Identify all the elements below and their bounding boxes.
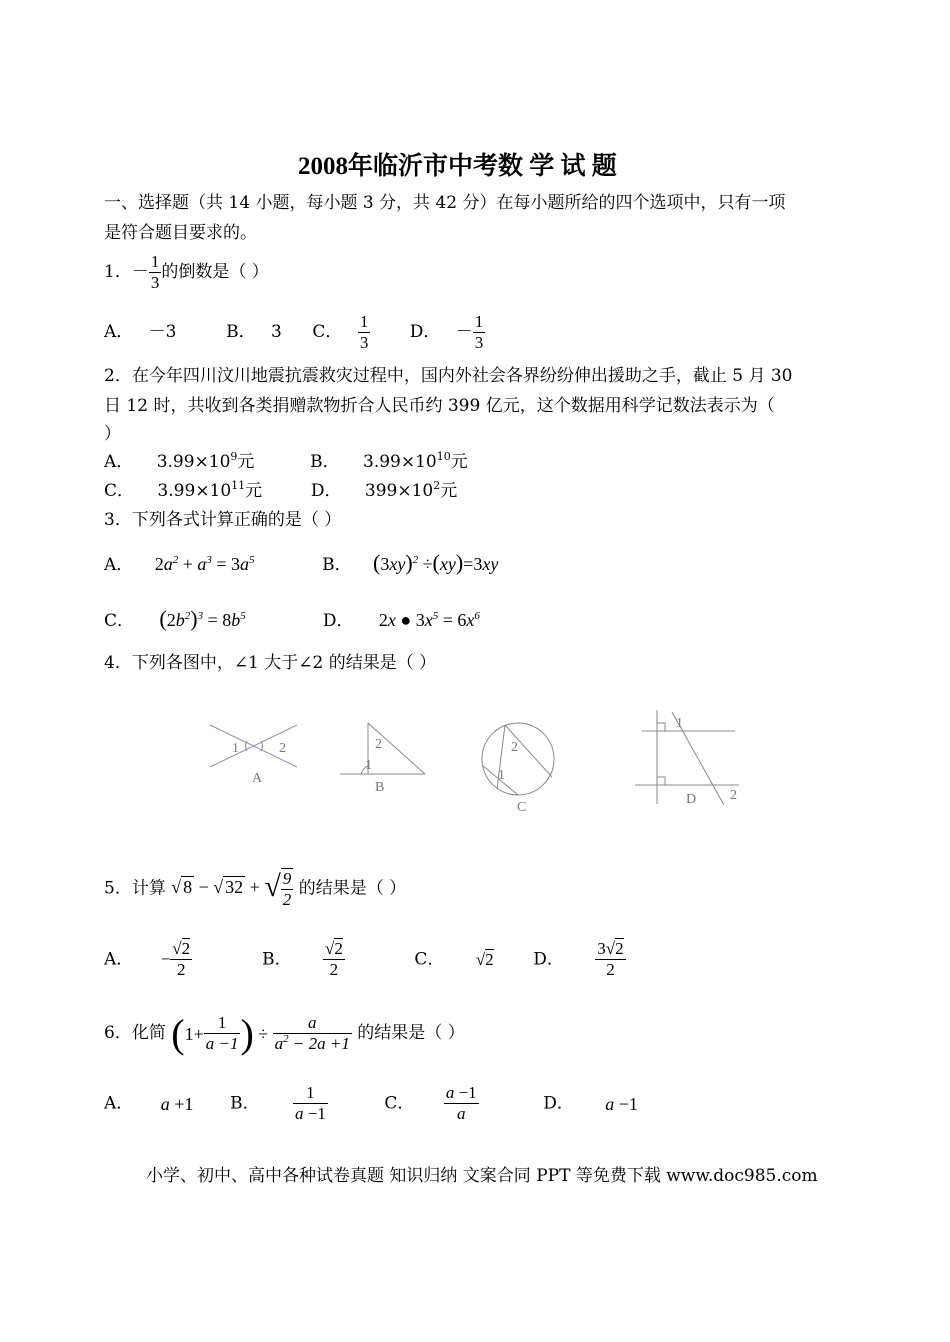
- option-a-value: − $\frac{√2}{2}$: [160, 939, 191, 979]
- minus-sign: －: [131, 262, 149, 282]
- fraction-numerator: 1: [359, 312, 369, 331]
- question-2-options-row-1: [104, 452, 468, 472]
- option-b-label: B．: [310, 452, 340, 472]
- question-6-options: [104, 1083, 638, 1124]
- question-2-line-2: 日 12 时，共收到各类捐赠款物折合人民币约 399 亿元，这个数据用科学记数法表示为（: [104, 396, 775, 416]
- question-2-options-row-2: [104, 481, 457, 501]
- mantissa: 3.99×10: [156, 452, 231, 472]
- mantissa: 3.99×10: [363, 452, 437, 472]
- figure-a-angle-2: 2: [279, 741, 286, 756]
- figure-b-angle-2: 2: [375, 737, 382, 752]
- option-c-value: √2: [475, 949, 494, 969]
- fraction: [149, 252, 162, 293]
- option-c-label: C．: [414, 949, 445, 970]
- question-3-options-row-1: [104, 550, 499, 575]
- question-1-stem: [104, 252, 269, 293]
- option-a-label: A．: [104, 1093, 134, 1114]
- option-c-fraction: [358, 312, 371, 353]
- option-a-label: A．: [104, 555, 134, 575]
- figure-d-angle-1: 1: [676, 716, 683, 731]
- option-d-label: D．: [310, 481, 342, 501]
- question-6-expression: (1+ $\frac{1}{a -1}$ ) ÷ $\frac{a}{a^2 - 2a +1}$: [171, 1010, 350, 1056]
- question-1-options: [104, 312, 485, 353]
- fraction-denominator: 3: [474, 333, 484, 352]
- option-d-label: D．: [409, 322, 441, 342]
- footer-text: 小学、初中、高中各种试卷真题 知识归纳 文案合同 PPT 等免费下载 www.doc985.com: [146, 1166, 818, 1186]
- question-text: 的倒数是（ ）: [161, 262, 269, 282]
- question-5-options: [104, 939, 626, 980]
- question-number: 1．: [104, 262, 132, 282]
- option-b-label: B．: [230, 1093, 260, 1114]
- question-2-line-1: 2．在今年四川汶川地震抗震救灾过程中，国内外社会各界纷纷伸出援助之手，截止 5 月 30: [104, 366, 793, 386]
- option-d-value: $\frac{3√2}{2}$: [597, 939, 624, 979]
- figure-d: [632, 708, 747, 808]
- option-a-value: a +1: [160, 1093, 194, 1114]
- option-d-value: a −1: [605, 1093, 638, 1114]
- exponent: 11: [231, 479, 246, 492]
- fraction-denominator: 3: [150, 273, 160, 292]
- exponent: 10: [436, 450, 451, 463]
- exponent: 2: [433, 479, 441, 492]
- option-c-label: C．: [104, 611, 135, 631]
- minus-sign: －: [455, 322, 473, 342]
- figure-d-right-angle-mark: [657, 777, 665, 785]
- figure-c-angle-2: 2: [511, 740, 518, 755]
- figure-d-angle-2: 2: [730, 788, 737, 803]
- unit: 元: [245, 481, 263, 501]
- figure-c: [475, 713, 565, 818]
- question-3-options-row-2: [104, 606, 480, 631]
- option-c-value: $\frac{a -1}{a}$: [445, 1083, 477, 1123]
- fraction-numerator: 1: [474, 312, 484, 331]
- figure-d-label: D: [686, 792, 697, 807]
- option-c-value: [139, 481, 305, 501]
- option-a-value: [139, 452, 305, 472]
- question-number: 5．计算: [104, 878, 166, 899]
- option-d-value: [347, 481, 457, 501]
- section-instructions-line-2: 是符合题目要求的。: [104, 223, 257, 243]
- figure-a-angle-arc: [246, 741, 248, 751]
- option-c-label: C．: [104, 481, 135, 501]
- option-d-label: D．: [533, 949, 564, 970]
- option-a-formula: $2a^2 + a^3 = 3a^5$: [154, 554, 255, 574]
- mantissa: 399×10: [364, 481, 434, 501]
- option-d-fraction: [473, 312, 486, 353]
- figure-c-angle-1: 1: [498, 768, 505, 783]
- figure-d-right-angle-mark: [657, 723, 665, 731]
- question-3-stem: 3．下列各式计算正确的是（ ）: [104, 510, 342, 530]
- question-4-stem: 4．下列各图中，∠1 大于∠2 的结果是（ ）: [104, 653, 437, 673]
- option-d-label: D．: [543, 1093, 574, 1114]
- option-b-formula: $(3xy)^2 \div(xy)=3xy$: [373, 550, 499, 575]
- question-5-expression: √ 8 − √ 32 + √ $\frac{9}{2}$: [171, 869, 292, 909]
- option-a-label: A．: [104, 322, 134, 342]
- unit: 元: [450, 452, 468, 472]
- option-a-label: A．: [104, 452, 134, 472]
- figure-c-circle: [482, 723, 554, 795]
- mantissa: 3.99×10: [157, 481, 232, 501]
- option-b-label: B．: [262, 949, 292, 970]
- section-instructions-line-1: 一、选择题（共 14 小题，每小题 3 分，共 42 分）在每小题所给的四个选项中，只有一项: [104, 193, 786, 213]
- option-a-value: －3: [148, 322, 177, 342]
- question-5-stem: [104, 868, 406, 910]
- question-text: 的结果是（ ）: [298, 878, 407, 899]
- option-b-value: 3: [271, 322, 282, 342]
- option-b-label: B．: [322, 555, 352, 575]
- figure-b-label: B: [375, 780, 385, 795]
- page-title: 2008年临沂市中考数 学 试 题: [298, 153, 617, 180]
- figure-a-angle-1: 1: [232, 741, 239, 756]
- figure-a-angle-arc: [261, 741, 263, 751]
- option-b-value: [345, 452, 468, 472]
- question-2-line-3: ）: [104, 424, 121, 444]
- question-text: 的结果是（ ）: [357, 1023, 465, 1044]
- option-b-value: $\frac{√2}{2}$: [325, 939, 343, 979]
- figure-b: [335, 718, 435, 798]
- unit: 元: [440, 481, 458, 501]
- question-number: 6．化简: [104, 1023, 166, 1044]
- option-d-formula: 2x ● $3x^5 = 6x^6$: [378, 610, 480, 630]
- fraction-numerator: 1: [150, 252, 160, 271]
- figure-a: [205, 715, 305, 790]
- question-6-stem: [104, 1010, 465, 1056]
- exponent: 9: [230, 450, 238, 463]
- unit: 元: [237, 452, 255, 472]
- option-b-value: $\frac{1}{a -1}$: [295, 1083, 326, 1123]
- option-d-label: D．: [322, 611, 354, 631]
- option-b-label: B．: [226, 322, 256, 342]
- option-a-label: A．: [104, 949, 134, 970]
- option-c-label: C．: [384, 1093, 415, 1114]
- figure-c-label: C: [517, 800, 527, 815]
- option-c-label: C．: [312, 322, 343, 342]
- figure-a-label: A: [252, 771, 263, 786]
- figure-b-angle-1: 1: [365, 758, 372, 773]
- fraction-denominator: 3: [359, 333, 369, 352]
- option-c-formula: $(2b^2)^3 = 8b^5$: [159, 606, 246, 631]
